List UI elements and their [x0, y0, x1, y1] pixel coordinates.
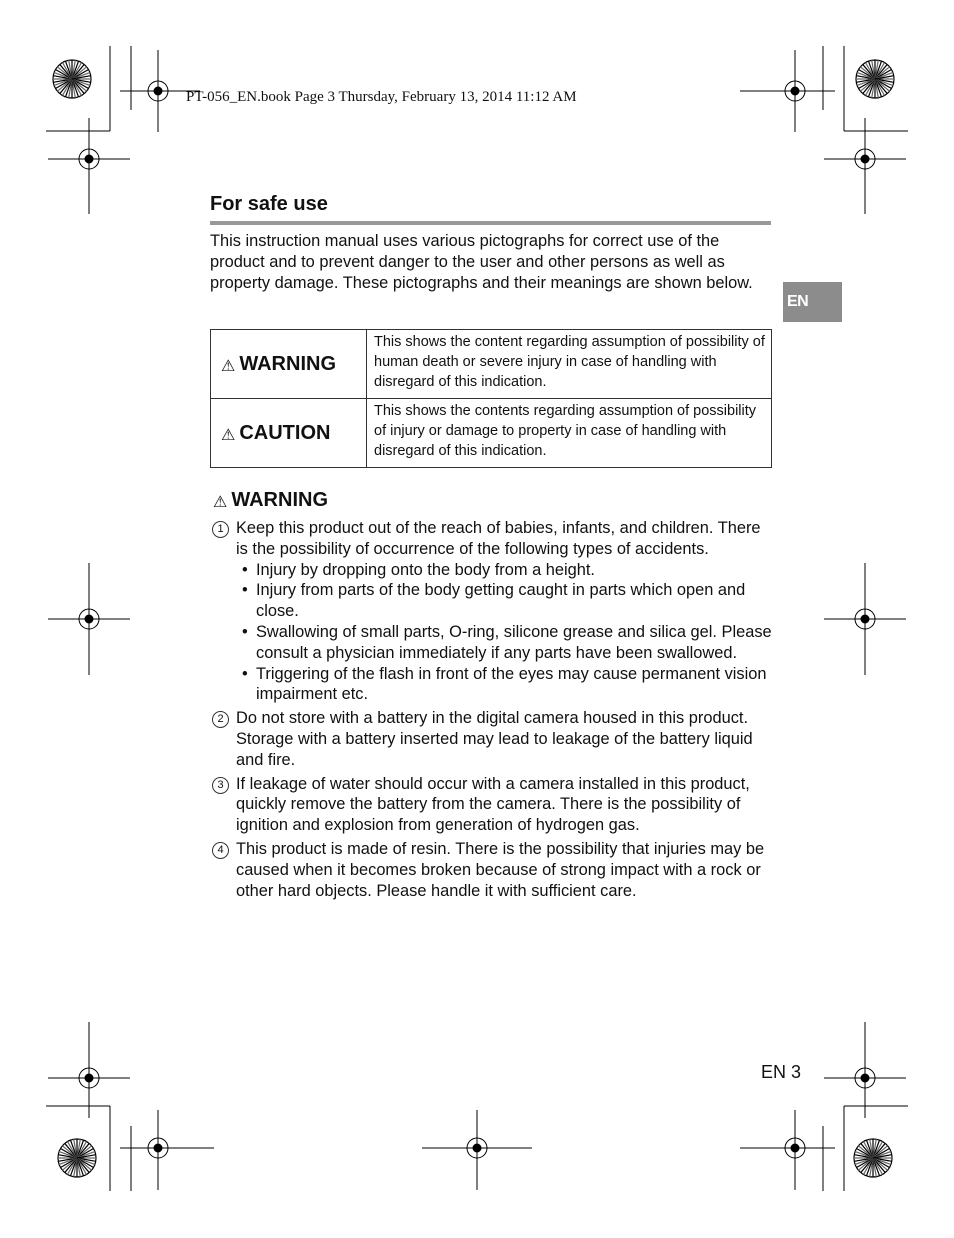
sub-bullet-text: Swallowing of small parts, O-ring, silicone grease and silica gel. Please consult a physician immediately if any parts have been swallowed. — [256, 622, 772, 662]
legend-label: WARNING — [239, 352, 337, 375]
sub-bullet-text: Triggering of the flash in front of the eyes may cause permanent vision impairment etc. — [256, 664, 767, 704]
language-tab: EN — [783, 282, 842, 322]
intro-paragraph: This instruction manual uses various pictographs for correct use of the product and to prevent danger to the user and other persons as well as property damage. These pictographs and their meanings are shown below. — [210, 232, 753, 292]
warning-triangle-icon: ⚠ — [213, 494, 228, 511]
item-number: 1 — [212, 521, 229, 538]
item-number: 4 — [212, 842, 229, 859]
warning-item-1 — [210, 518, 772, 705]
legend-row-caution — [211, 399, 772, 468]
sub-bullet — [236, 560, 772, 581]
item-text: Keep this product out of the reach of babies, infants, and children. There is the possibility of occurrence of the following types of accidents. — [236, 519, 761, 558]
warning-heading-text: WARNING — [231, 489, 329, 511]
page-title: For safe use — [210, 193, 328, 215]
bullet-icon: • — [242, 581, 248, 600]
legend-label-cell — [211, 330, 367, 399]
sub-bullet — [236, 580, 772, 622]
caution-triangle-icon: ⚠ — [221, 426, 236, 444]
page-number: EN 3 — [761, 1062, 802, 1082]
bullet-icon: • — [242, 664, 248, 683]
warning-item-3 — [210, 774, 772, 836]
sub-bullet — [236, 664, 772, 706]
item-text: If leakage of water should occur with a camera installed in this product, quickly remove the battery from the camera. There is the possibility of ignition and explosion from generation of hydrogen gas. — [236, 774, 750, 835]
warning-item-2 — [210, 708, 772, 770]
bullet-icon: • — [242, 560, 248, 579]
sub-bullet — [236, 622, 772, 664]
warning-triangle-icon: ⚠ — [221, 357, 236, 375]
page-header: PT-056_EN.book Page 3 Thursday, February 13, 2014 11:12 AM — [186, 89, 577, 105]
legend-row-warning — [211, 330, 772, 399]
item-number: 2 — [212, 711, 229, 728]
sub-bullet-text: Injury from parts of the body getting caught in parts which open and close. — [256, 581, 746, 621]
warning-list — [210, 518, 772, 901]
item-text: Do not store with a battery in the digital camera housed in this product. Storage with a battery inserted may lead to leakage of the battery liquid and fire. — [236, 709, 753, 769]
pictograph-legend-table — [210, 329, 772, 468]
legend-label: CAUTION — [239, 421, 331, 444]
bullet-icon: • — [242, 622, 248, 641]
item-number: 3 — [212, 777, 229, 794]
legend-label-cell — [211, 399, 367, 468]
sub-bullet-text: Injury by dropping onto the body from a height. — [256, 560, 595, 579]
warning-section-heading — [213, 489, 328, 512]
legend-description: This shows the content regarding assumption of possibility of human death or severe injury in case of handling with disregard of this indication. — [367, 330, 772, 399]
legend-description: This shows the contents regarding assumption of possibility of injury or damage to property in case of handling with disregard of this indication. — [367, 399, 772, 468]
warning-item-4 — [210, 839, 772, 901]
title-divider — [210, 221, 771, 225]
item-text: This product is made of resin. There is the possibility that injuries may be caused when it becomes broken because of strong impact with a rock or other hard objects. Please handle it with sufficient care. — [236, 839, 765, 900]
